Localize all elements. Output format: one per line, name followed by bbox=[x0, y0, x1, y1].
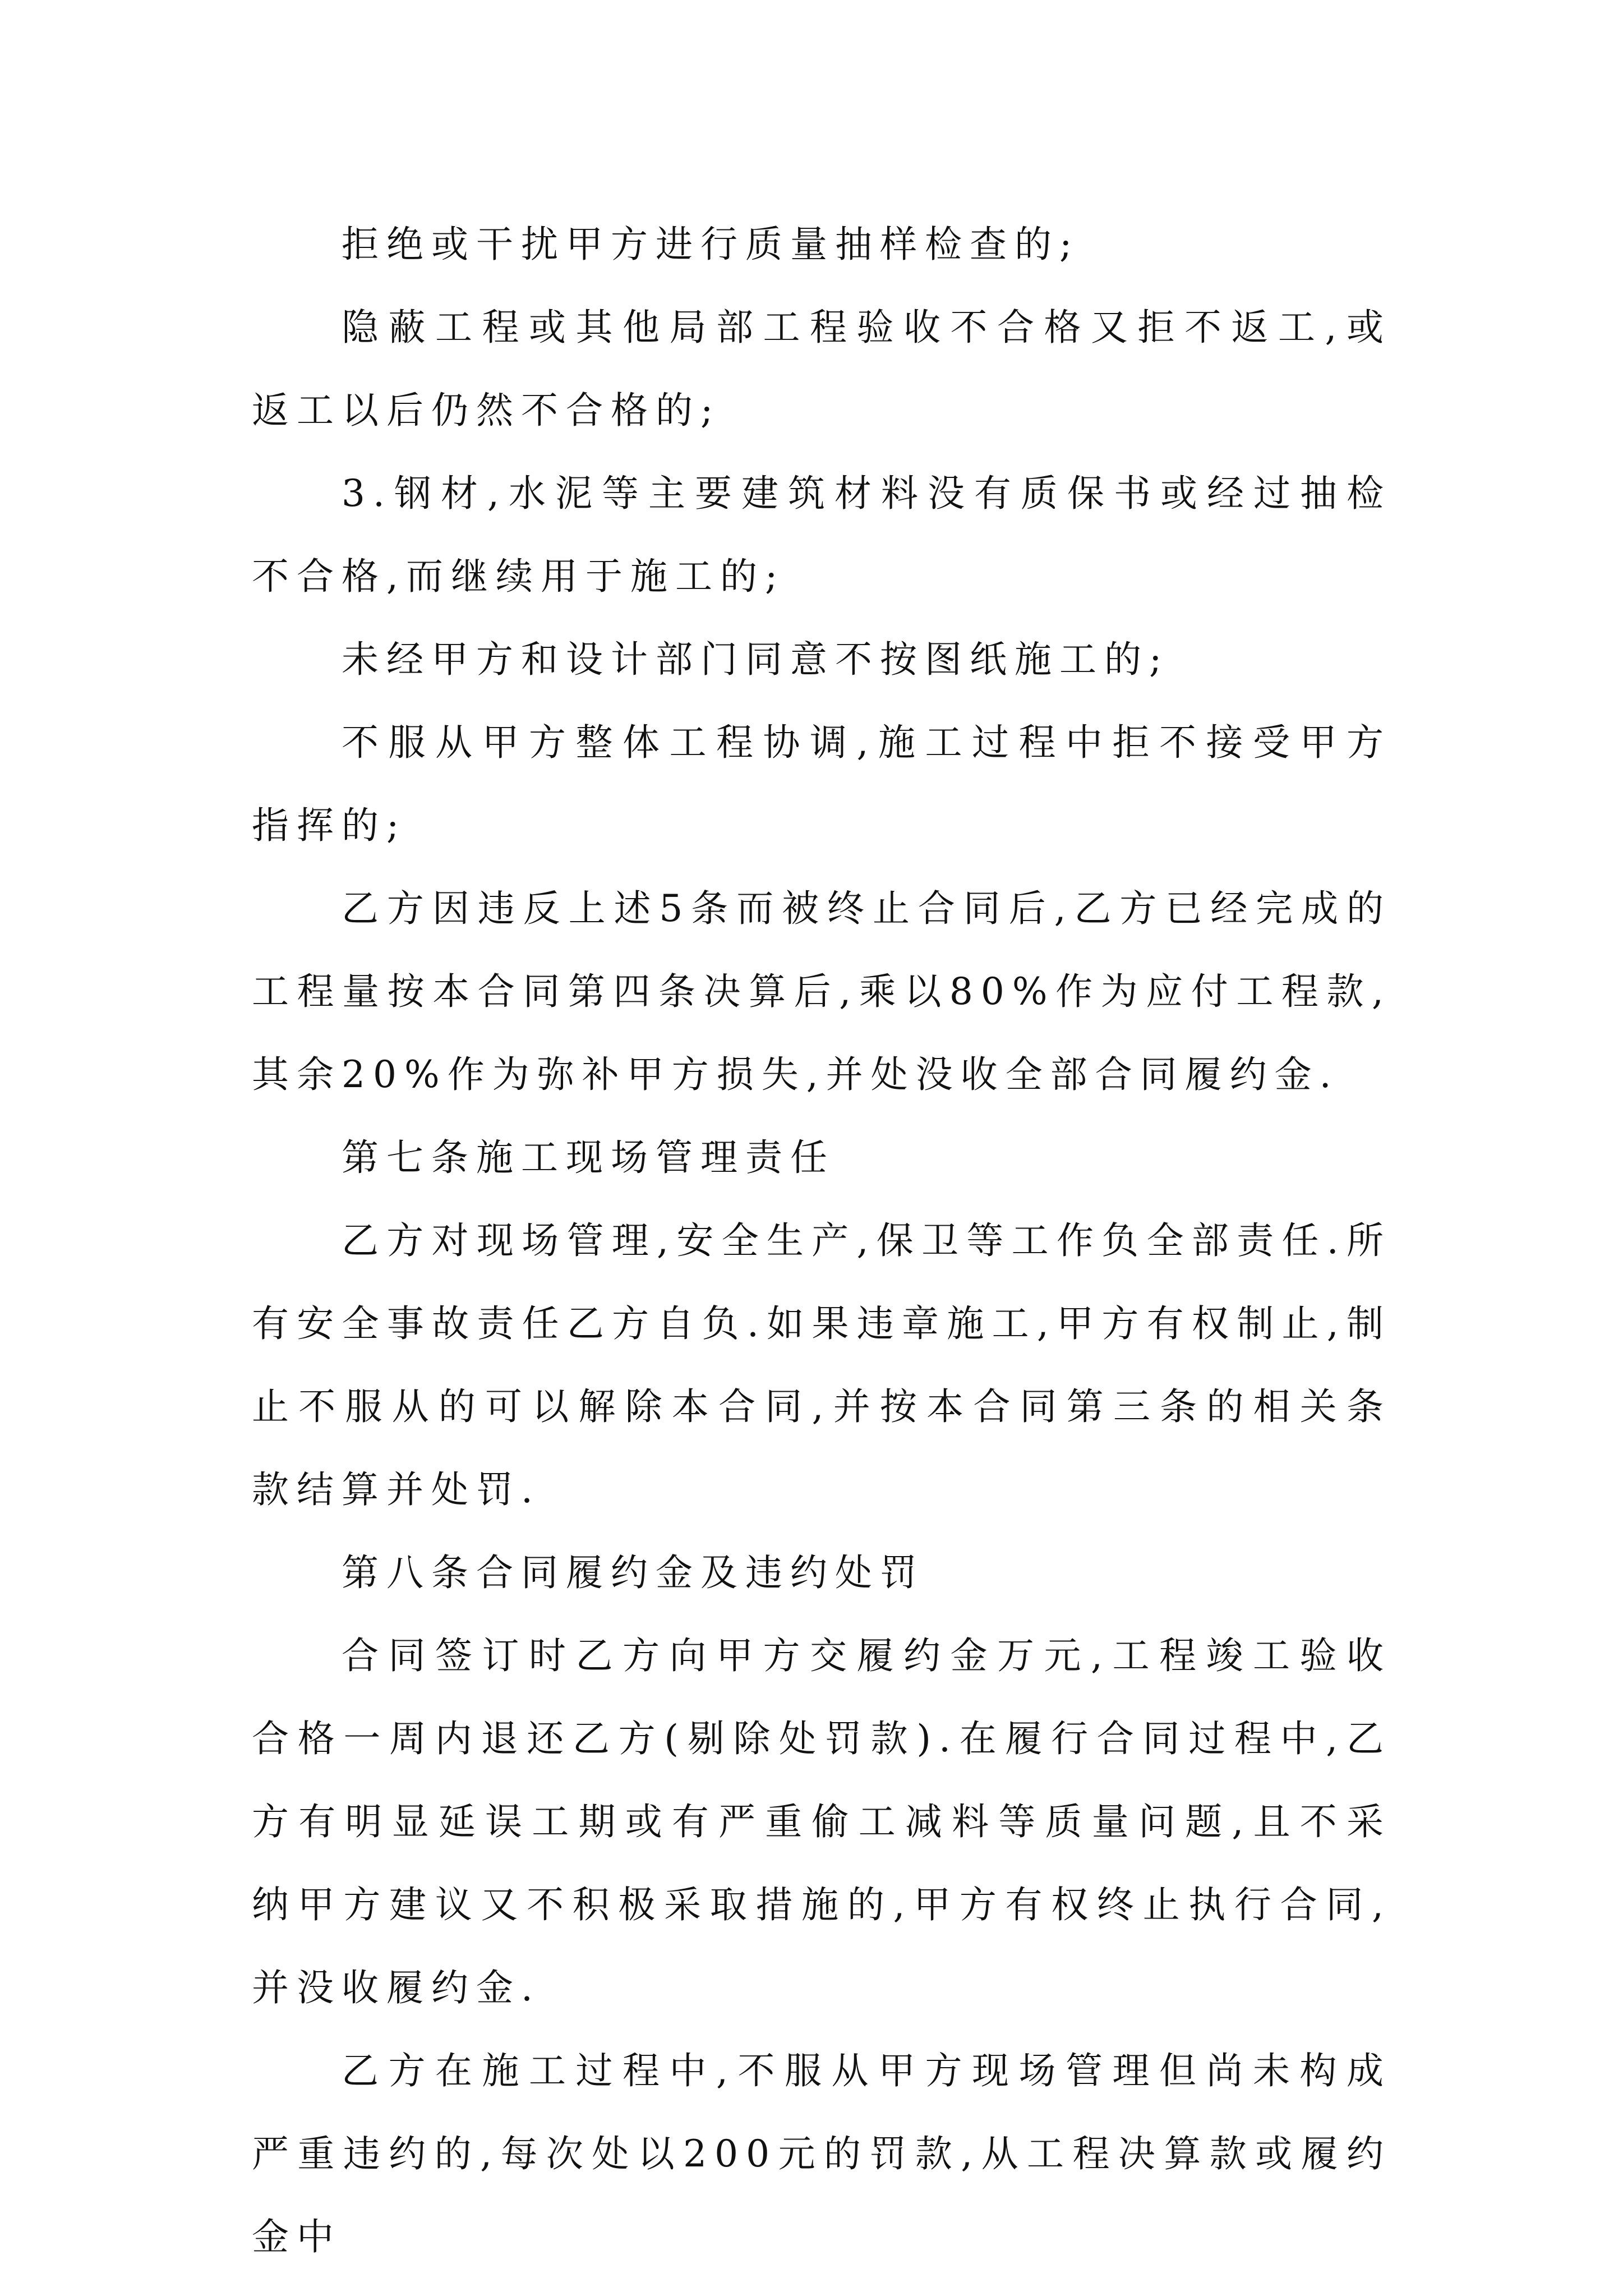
paragraph-refuse-inspection: 拒绝或干扰甲方进行质量抽样检查的; bbox=[342, 223, 1080, 266]
heading-article-8: 第八条合同履约金及违约处罚 bbox=[342, 1551, 925, 1594]
document-body bbox=[252, 203, 1391, 2279]
paragraph-termination-settlement: 乙方因违反上述5条而被终止合同后,乙方已经完成的工程量按本合同第四条决算后,乘以80%作为应付工程款,其余20%作为弥补甲方损失,并处没收全部合同履约金. bbox=[252, 887, 1391, 1096]
heading-article-7: 第七条施工现场管理责任 bbox=[342, 1136, 835, 1179]
paragraph-coordination: 不服从甲方整体工程协调,施工过程中拒不接受甲方指挥的; bbox=[252, 721, 1391, 847]
paragraph-materials: 3.钢材,水泥等主要建筑材料没有质保书或经过抽检不合格,而继续用于施工的; bbox=[252, 472, 1391, 598]
paragraph-performance-bond: 合同签订时乙方向甲方交履约金万元,工程竣工验收合格一周内退还乙方(剔除处罚款).在履行合同过程中,乙方有明显延误工期或有严重偷工减料等质量问题,且不采纳甲方建议又不积极采取措施的,甲方有权终止执行合同,并没收履约金. bbox=[252, 1634, 1391, 2009]
paragraph-penalty: 乙方在施工过程中,不服从甲方现场管理但尚未构成严重违约的,每次处以200元的罚款,从工程决算款或履约金中 bbox=[252, 2049, 1391, 2258]
paragraph-drawings: 未经甲方和设计部门同意不按图纸施工的; bbox=[342, 638, 1170, 681]
paragraph-site-management: 乙方对现场管理,安全生产,保卫等工作负全部责任.所有安全事故责任乙方自负.如果违章施工,甲方有权制止,制止不服从的可以解除本合同,并按本合同第三条的相关条款结算并处罚. bbox=[252, 1219, 1391, 1511]
paragraph-concealed-works: 隐蔽工程或其他局部工程验收不合格又拒不返工,或返工以后仍然不合格的; bbox=[252, 306, 1391, 432]
